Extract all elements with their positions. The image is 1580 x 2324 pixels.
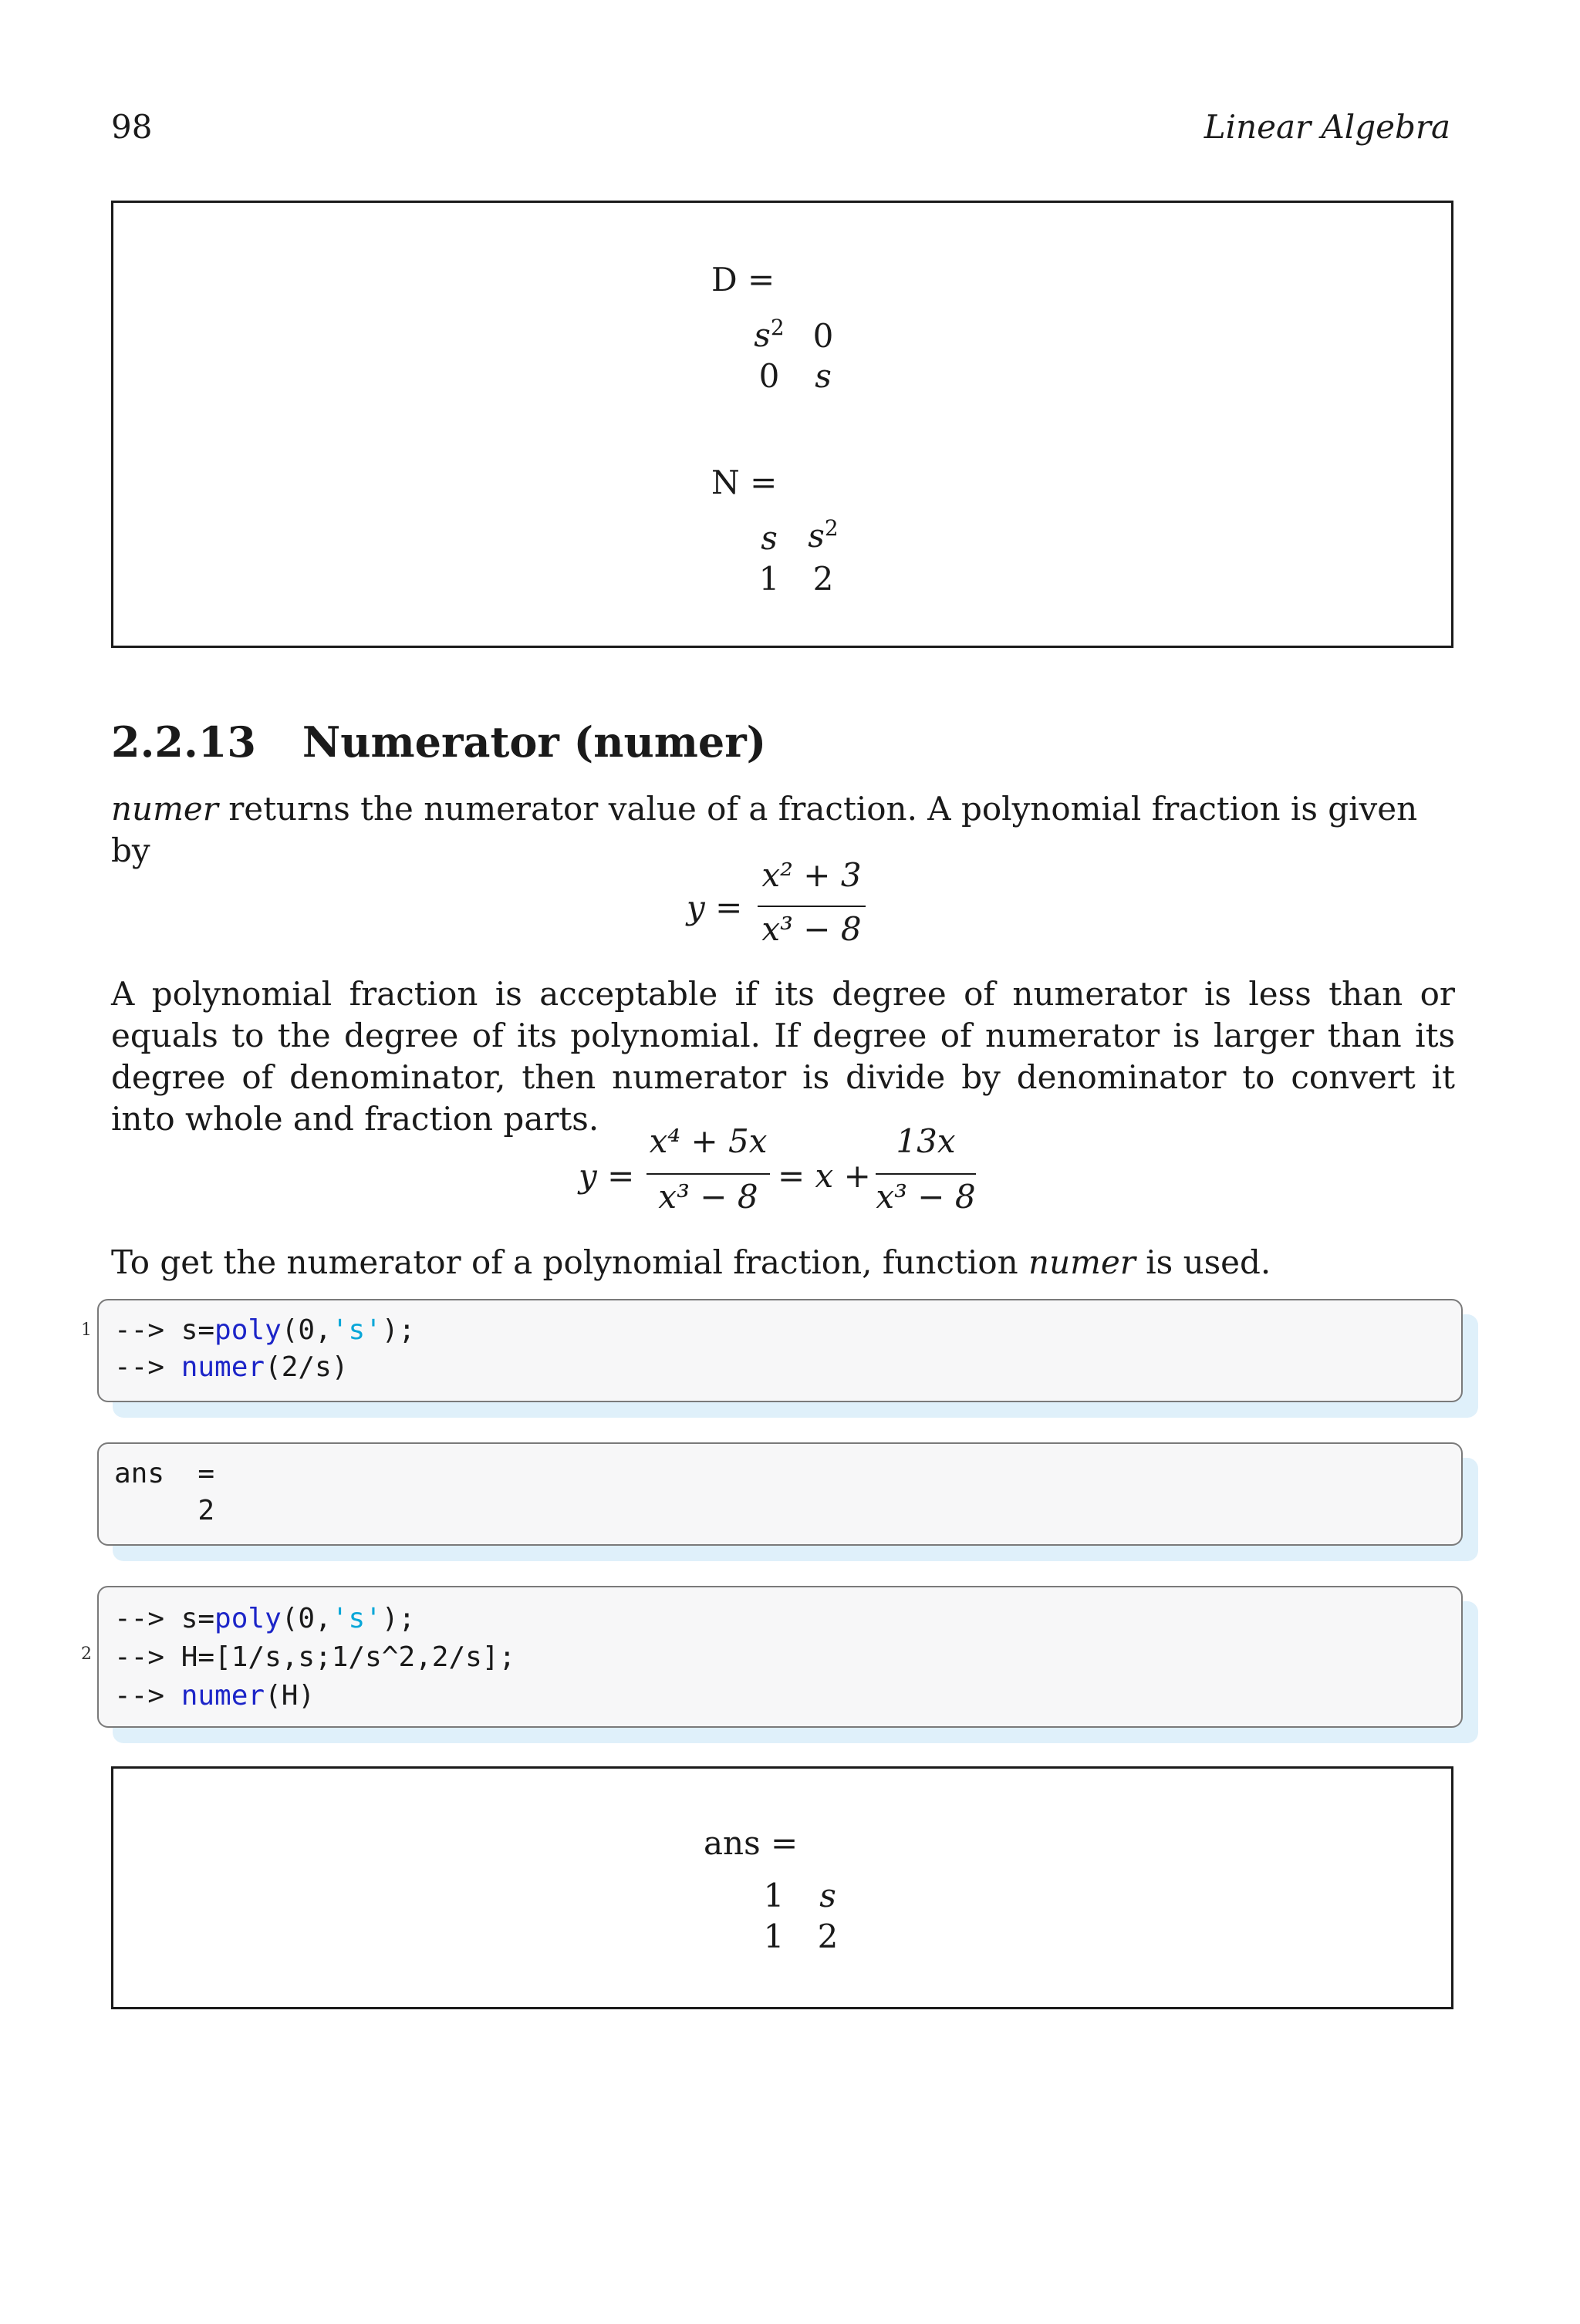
eq1-lhs: y = <box>687 889 743 926</box>
equation-1 <box>687 856 887 949</box>
matrix-cell: 1 <box>758 560 780 598</box>
matrix-cell: 0 <box>812 317 834 355</box>
eq2-denominator-1: x³ − 8 <box>658 1178 758 1216</box>
eq2-numerator-2: 13x <box>896 1122 956 1160</box>
matrix-cell: s <box>815 357 832 395</box>
output-line: ans = <box>114 1458 215 1489</box>
code-line: --> H=[1/s,s;1/s^2,2/s]; <box>114 1641 516 1673</box>
output-block-2 <box>97 1442 1463 1546</box>
eq2-fraction-1 <box>647 1122 770 1219</box>
eq1-denominator: x³ − 8 <box>761 910 862 948</box>
section-title: Numerator (numer) <box>302 717 767 767</box>
para3-after: is used. <box>1135 1243 1271 1281</box>
intro-text: returns the numerator value of a fraction. A polynomial fraction is given by <box>111 790 1418 869</box>
paragraph-degree: A polynomial fraction is acceptable if its degree of numerator is less than or equals to the degree of its polynomial. If degree of numerator is larger than its degree of denominator, then numerator is divide by denominator to convert it into whole and fraction parts. <box>111 975 1455 1138</box>
code-line-number: 2 <box>81 1644 92 1664</box>
matrix-cell: s <box>819 1877 836 1914</box>
matrix-cell: 2 <box>812 560 834 598</box>
n-label: N = <box>711 464 778 501</box>
code-block-1 <box>97 1299 1463 1402</box>
d-label: D = <box>711 261 775 299</box>
eq2-fraction-2 <box>876 1122 976 1219</box>
para3-before: To get the numerator of a polynomial fraction, function <box>111 1243 1029 1281</box>
code-line: --> numer(H) <box>114 1680 316 1712</box>
paragraph-numer-usage <box>111 1242 1453 1283</box>
output-box-dn <box>111 201 1453 648</box>
code-block-2 <box>97 1586 1463 1728</box>
matrix-cell: $s^2$ <box>808 515 839 555</box>
para3-term: numer <box>1028 1243 1136 1281</box>
code-line: --> numer(2/s) <box>114 1351 349 1383</box>
section-number: 2.2.13 <box>111 717 256 767</box>
intro-term: numer <box>111 790 218 828</box>
eq1-numerator: x² + 3 <box>761 856 862 894</box>
matrix-cell: 0 <box>758 357 780 395</box>
running-title: Linear Algebra <box>1204 108 1450 146</box>
eq2-middle: = x + <box>778 1157 871 1195</box>
code-line: --> s=poly(0,'s'); <box>114 1603 416 1634</box>
code-line: --> s=poly(0,'s'); <box>114 1314 416 1346</box>
eq2-numerator-1: x⁴ + 5x <box>649 1122 768 1160</box>
output-line: 2 <box>114 1495 215 1526</box>
matrix-cell: s <box>761 519 778 557</box>
matrix-cell: 1 <box>763 1918 785 1955</box>
ans-label: ans = <box>704 1824 798 1862</box>
fraction-bar <box>758 906 866 907</box>
matrix-cell: 2 <box>817 1918 839 1955</box>
eq2-lhs: y = <box>579 1157 635 1195</box>
fraction-bar <box>876 1173 976 1175</box>
equation-2 <box>579 1122 995 1219</box>
code-line-number: 1 <box>81 1321 92 1340</box>
eq1-fraction <box>758 856 866 949</box>
matrix-cell: 1 <box>763 1877 785 1914</box>
eq2-denominator-2: x³ − 8 <box>876 1178 976 1216</box>
section-heading <box>111 717 766 767</box>
fraction-bar <box>647 1173 770 1175</box>
page-number: 98 <box>111 108 153 146</box>
output-box-ans <box>111 1766 1453 2009</box>
matrix-cell: $s^2$ <box>754 315 785 354</box>
